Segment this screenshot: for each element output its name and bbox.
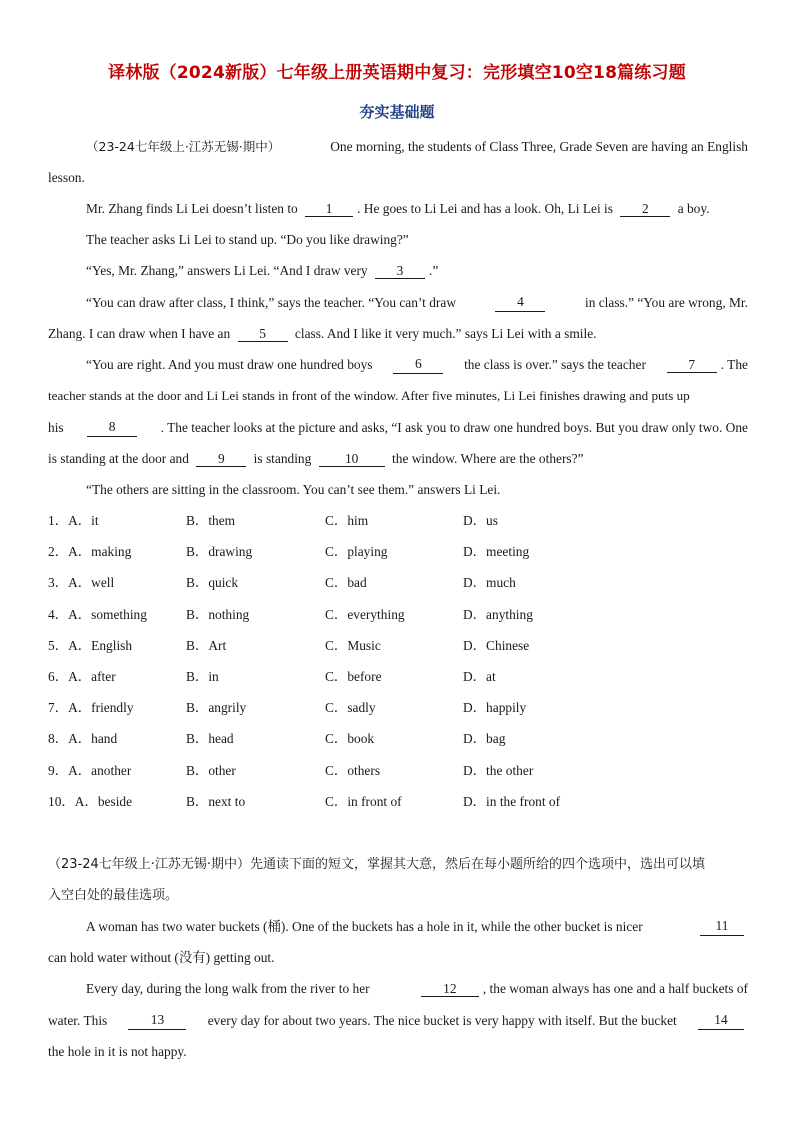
passage2-para2-end: the hole in it is not happy.: [48, 1044, 187, 1059]
option-b[interactable]: B．angrily: [186, 700, 247, 716]
text-segment: a boy.: [677, 201, 710, 216]
question-number: 2．: [48, 544, 69, 560]
blank-5: 5: [238, 326, 288, 342]
blank-12: 12: [421, 981, 479, 997]
option-a-label: A．well: [68, 575, 115, 591]
text-segment: “Yes, Mr. Zhang,” answers Li Lei. “And I draw very: [86, 263, 368, 278]
text-segment: Every day, during the long walk from the river to her: [86, 981, 370, 996]
option-c[interactable]: C．everything: [325, 606, 405, 622]
blank-7: 7: [667, 357, 717, 373]
text-segment: A woman has two water buckets (桶). One of the buckets has a hole in it, while the other bucket is nicer: [86, 919, 643, 934]
option-c[interactable]: C．sadly: [325, 700, 376, 716]
text-segment: class. And I like it very much.” says Li Lei with a smile.: [294, 326, 597, 341]
option-a[interactable]: [48, 762, 131, 780]
blank-8: 8: [87, 419, 137, 437]
blank-9: 9: [196, 451, 246, 467]
option-a-label: A．something: [68, 606, 147, 622]
option-b[interactable]: B．other: [186, 762, 236, 778]
text-segment: “You are right. And you must draw one hundred boys: [86, 357, 373, 372]
option-a-label: A．making: [68, 544, 132, 560]
option-b[interactable]: B．quick: [186, 575, 239, 591]
text-segment: is standing: [253, 451, 312, 466]
option-a[interactable]: [48, 793, 132, 811]
passage1-para5: [86, 294, 748, 312]
blank-13: 13: [128, 1012, 186, 1030]
passage1-para6-line2: teacher stands at the door and Li Lei stands in front of the window. After five minutes, Li Lei finishes drawing and puts up: [48, 388, 690, 403]
option-c[interactable]: C．Music: [325, 637, 381, 653]
question-number: 7．: [48, 700, 69, 716]
option-c[interactable]: C．book: [325, 731, 375, 747]
option-c[interactable]: C．bad: [325, 575, 367, 591]
question-number: 1．: [48, 513, 69, 528]
option-a[interactable]: [48, 730, 117, 748]
section-heading: 夯实基础题: [359, 103, 435, 121]
option-d[interactable]: D．bag: [463, 731, 506, 747]
option-c[interactable]: C．others: [325, 762, 381, 778]
option-a[interactable]: [48, 574, 114, 592]
passage1-para4: [86, 262, 748, 280]
question-number: 4．: [48, 606, 69, 622]
option-d[interactable]: D．meeting: [463, 544, 530, 560]
passage2-intro-cont: 入空白处的最佳选项。: [48, 888, 179, 903]
option-a[interactable]: [48, 512, 99, 530]
question-number: 5．: [48, 637, 69, 653]
option-a[interactable]: [48, 543, 131, 561]
option-d[interactable]: D．anything: [463, 606, 533, 622]
question-number: 8．: [48, 731, 69, 747]
option-d[interactable]: D．us: [463, 513, 498, 528]
document-title: 译林版（2024新版）七年级上册英语期中复习：完形填空10空18篇练习题: [108, 63, 686, 83]
text-segment: his: [48, 420, 64, 435]
text-segment: is standing at the door and: [48, 451, 189, 466]
passage1-intro-cont: lesson.: [48, 170, 85, 185]
text-segment: the window. Where are the others?”: [392, 451, 584, 466]
passage1-intro: [86, 138, 748, 156]
blank-11: 11: [700, 918, 744, 936]
option-d[interactable]: D．the other: [463, 762, 534, 778]
passage1-para6-line4: [48, 450, 748, 468]
passage2-para2-cont: [48, 1012, 748, 1030]
option-d[interactable]: D．happily: [463, 700, 527, 716]
option-a-label: A．beside: [74, 793, 133, 809]
option-a[interactable]: [48, 668, 116, 686]
option-b[interactable]: B．them: [186, 513, 236, 528]
question-number: 9．: [48, 762, 69, 778]
option-a-label: A．after: [68, 669, 116, 684]
passage2-para1-cont: can hold water without (没有) getting out.: [48, 950, 275, 965]
text-segment: Zhang. I can draw when I have an: [48, 326, 231, 341]
option-c[interactable]: C．before: [325, 669, 382, 684]
option-c[interactable]: C．in front of: [325, 793, 402, 809]
text-segment: . The: [720, 357, 748, 372]
blank-2: 2: [620, 201, 670, 217]
option-a[interactable]: [48, 637, 132, 655]
text-segment: , the woman always has one and a half buckets of: [482, 981, 748, 996]
option-b[interactable]: B．head: [186, 731, 234, 747]
option-b[interactable]: B．nothing: [186, 606, 250, 622]
passage2-intro: （23-24七年级上·江苏无锡·期中）先通读下面的短文，掌握其大意，然后在每小题所给的四个选项中，选出可以填: [48, 857, 706, 872]
passage1-para3: The teacher asks Li Lei to stand up. “Do you like drawing?”: [86, 232, 409, 247]
blank-14: 14: [698, 1012, 744, 1030]
text-segment: “You can draw after class, I think,” says the teacher. “You can’t draw: [86, 295, 456, 310]
passage1-para5-cont: [48, 325, 748, 343]
option-a[interactable]: [48, 606, 147, 624]
option-b[interactable]: B．Art: [186, 637, 227, 653]
question-number: 3．: [48, 575, 69, 591]
option-a-label: A．English: [68, 637, 133, 653]
passage2-para2: [86, 980, 748, 998]
passage1-source: （23-24七年级上·江苏无锡·期中）: [86, 139, 281, 154]
blank-6: 6: [393, 356, 443, 374]
text-segment: . He goes to Li Lei and has a look. Oh, Li Lei is: [357, 201, 613, 216]
passage1-para6: [86, 356, 748, 374]
passage1-para6-line3: [48, 419, 748, 437]
blank-1: 1: [305, 201, 353, 217]
option-c[interactable]: C．him: [325, 513, 369, 528]
option-d[interactable]: D．at: [463, 669, 496, 684]
blank-3: 3: [375, 263, 425, 279]
text-segment: . The teacher looks at the picture and asks, “I ask you to draw one hundred boys. But you draw only two. One: [160, 420, 748, 435]
text-segment: in class.” “You are wrong, Mr.: [584, 295, 748, 310]
option-b[interactable]: B．drawing: [186, 544, 253, 560]
blank-10: 10: [319, 451, 385, 467]
option-a-label: A．hand: [68, 731, 118, 747]
passage1-para7: “The others are sitting in the classroom. You can’t see them.” answers Li Lei.: [86, 482, 501, 497]
text-segment: .”: [429, 263, 439, 278]
passage1-intro-text: One morning, the students of Class Three, Grade Seven are having an English: [330, 139, 748, 154]
question-number: 6．: [48, 669, 69, 684]
option-d[interactable]: D．much: [463, 575, 516, 591]
option-a-label: A．it: [68, 513, 99, 528]
passage1-para2: [86, 200, 748, 218]
option-a-label: A．friendly: [68, 700, 134, 716]
option-b[interactable]: B．next to: [186, 793, 246, 809]
text-segment: the class is over.” says the teacher: [464, 357, 646, 372]
option-a[interactable]: [48, 699, 134, 717]
text-segment: Mr. Zhang finds Li Lei doesn’t listen to: [86, 201, 298, 216]
option-b[interactable]: B．in: [186, 669, 219, 684]
blank-4: 4: [495, 294, 545, 312]
text-segment: water. This: [48, 1013, 108, 1028]
option-d[interactable]: D．in the front of: [463, 793, 561, 809]
question-number: 10．: [48, 793, 75, 809]
option-a-label: A．another: [68, 762, 132, 778]
option-c[interactable]: C．playing: [325, 544, 388, 560]
option-d[interactable]: D．Chinese: [463, 637, 530, 653]
text-segment: every day for about two years. The nice bucket is very happy with itself. But the bucket: [207, 1013, 677, 1028]
passage2-para1: [86, 918, 748, 936]
